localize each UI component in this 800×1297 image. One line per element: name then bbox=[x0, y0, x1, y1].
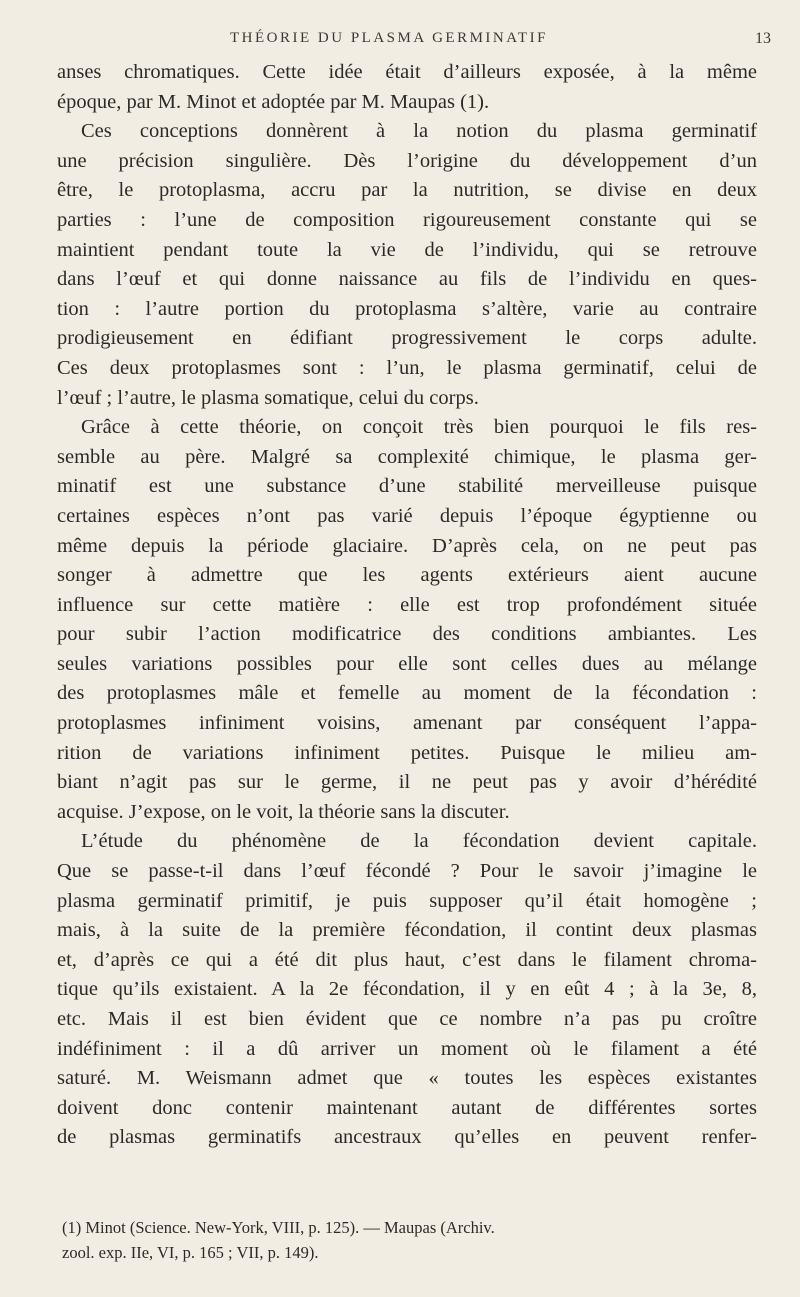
text-line: influence sur cette matière : elle est trop profondément située bbox=[57, 593, 757, 616]
text-line: plasma germinatif primitif, je puis supposer qu’il était homogène ; bbox=[57, 889, 757, 912]
text-line: dans l’œuf et qui donne naissance au fils de l’individu en ques- bbox=[57, 268, 757, 291]
text-line: indéfiniment : il a dû arriver un moment où le filament a été bbox=[57, 1037, 757, 1060]
text-line: songer à admettre que les agents extérieurs aient aucune bbox=[57, 564, 757, 587]
text-line: des protoplasmes mâle et femelle au moment de la fécondation : bbox=[57, 682, 757, 705]
text-line: de plasmas germinatifs ancestraux qu’elles en peuvent renfer- bbox=[57, 1126, 757, 1149]
text-line: minatif est une substance d’une stabilité merveilleuse puisque bbox=[57, 475, 757, 498]
text-line: mais, à la suite de la première fécondation, il contint deux plasmas bbox=[57, 919, 757, 942]
text-line: maintient pendant toute la vie de l’individu, qui se retrouve bbox=[57, 238, 757, 261]
text-line: protoplasmes infiniment voisins, amenant par conséquent l’appa- bbox=[57, 712, 757, 735]
text-line: Que se passe-t-il dans l’œuf fécondé ? Pour le savoir j’imagine le bbox=[57, 860, 757, 883]
text-line: et, d’après ce qui a été dit plus haut, c’est dans le filament chroma- bbox=[57, 948, 757, 971]
text-line: époque, par M. Minot et adoptée par M. Maupas (1). bbox=[57, 90, 490, 113]
text-line: L’étude du phénomène de la fécondation devient capitale. bbox=[81, 830, 757, 853]
text-line: acquise. J’expose, on le voit, la théorie sans la discuter. bbox=[57, 800, 510, 823]
text-line: Grâce à cette théorie, on conçoit très bien pourquoi le fils res- bbox=[81, 416, 757, 439]
text-line: saturé. M. Weismann admet que « toutes les espèces existantes bbox=[57, 1067, 757, 1090]
text-line: etc. Mais il est bien évident que ce nombre n’a pas pu croître bbox=[57, 1008, 757, 1030]
text-line: certaines espèces n’ont pas varié depuis l’époque égyptienne ou bbox=[57, 504, 757, 527]
text-line: l’œuf ; l’autre, le plasma somatique, celui du corps. bbox=[57, 386, 479, 409]
text-line: doivent donc contenir maintenant autant de différentes sortes bbox=[57, 1096, 757, 1119]
running-head bbox=[0, 20, 800, 60]
text-line: prodigieusement en édifiant progressivement le corps adulte. bbox=[57, 327, 757, 350]
text-line: pour subir l’action modificatrice des conditions ambiantes. Les bbox=[57, 623, 757, 646]
text-line: Ces deux protoplasmes sont : l’un, le plasma germinatif, celui de bbox=[57, 356, 757, 379]
footnote-line: zool. exp. IIe, VI, p. 165 ; VII, p. 149). bbox=[62, 1243, 319, 1262]
text-line: une précision singulière. Dès l’origine du développement d’un bbox=[57, 149, 757, 172]
body-text bbox=[57, 58, 757, 1153]
footnotes bbox=[62, 1215, 762, 1265]
text-line: Ces conceptions donnèrent à la notion du plasma germinatif bbox=[81, 120, 757, 143]
text-line: tion : l’autre portion du protoplasma s’altère, varie au contraire bbox=[57, 297, 757, 320]
text-line: même depuis la période glaciaire. D’après cela, on ne peut pas bbox=[57, 534, 757, 557]
footnote-line: (1) Minot (Science. New-York, VIII, p. 125). — Maupas (Archiv. bbox=[62, 1218, 495, 1237]
text-line: semble au père. Malgré sa complexité chimique, le plasma ger- bbox=[57, 445, 757, 468]
text-line: tique qu’ils existaient. A la 2e fécondation, il y en eût 4 ; à la 3e, 8, bbox=[57, 978, 757, 1001]
text-line: anses chromatiques. Cette idée était d’ailleurs exposée, à la même bbox=[57, 61, 757, 83]
text-line: parties : l’une de composition rigoureusement constante qui se bbox=[57, 208, 757, 231]
running-title: THÉORIE DU PLASMA GERMINATIF bbox=[230, 30, 548, 46]
text-line: seules variations possibles pour elle sont celles dues au mélange bbox=[57, 652, 757, 675]
text-line: rition de variations infiniment petites. Puisque le milieu am- bbox=[57, 741, 757, 764]
page-number: 13 bbox=[755, 30, 771, 47]
text-line: être, le protoplasma, accru par la nutrition, se divise en deux bbox=[57, 179, 757, 202]
text-line: biant n’agit pas sur le germe, il ne peut pas y avoir d’hérédité bbox=[57, 771, 757, 794]
